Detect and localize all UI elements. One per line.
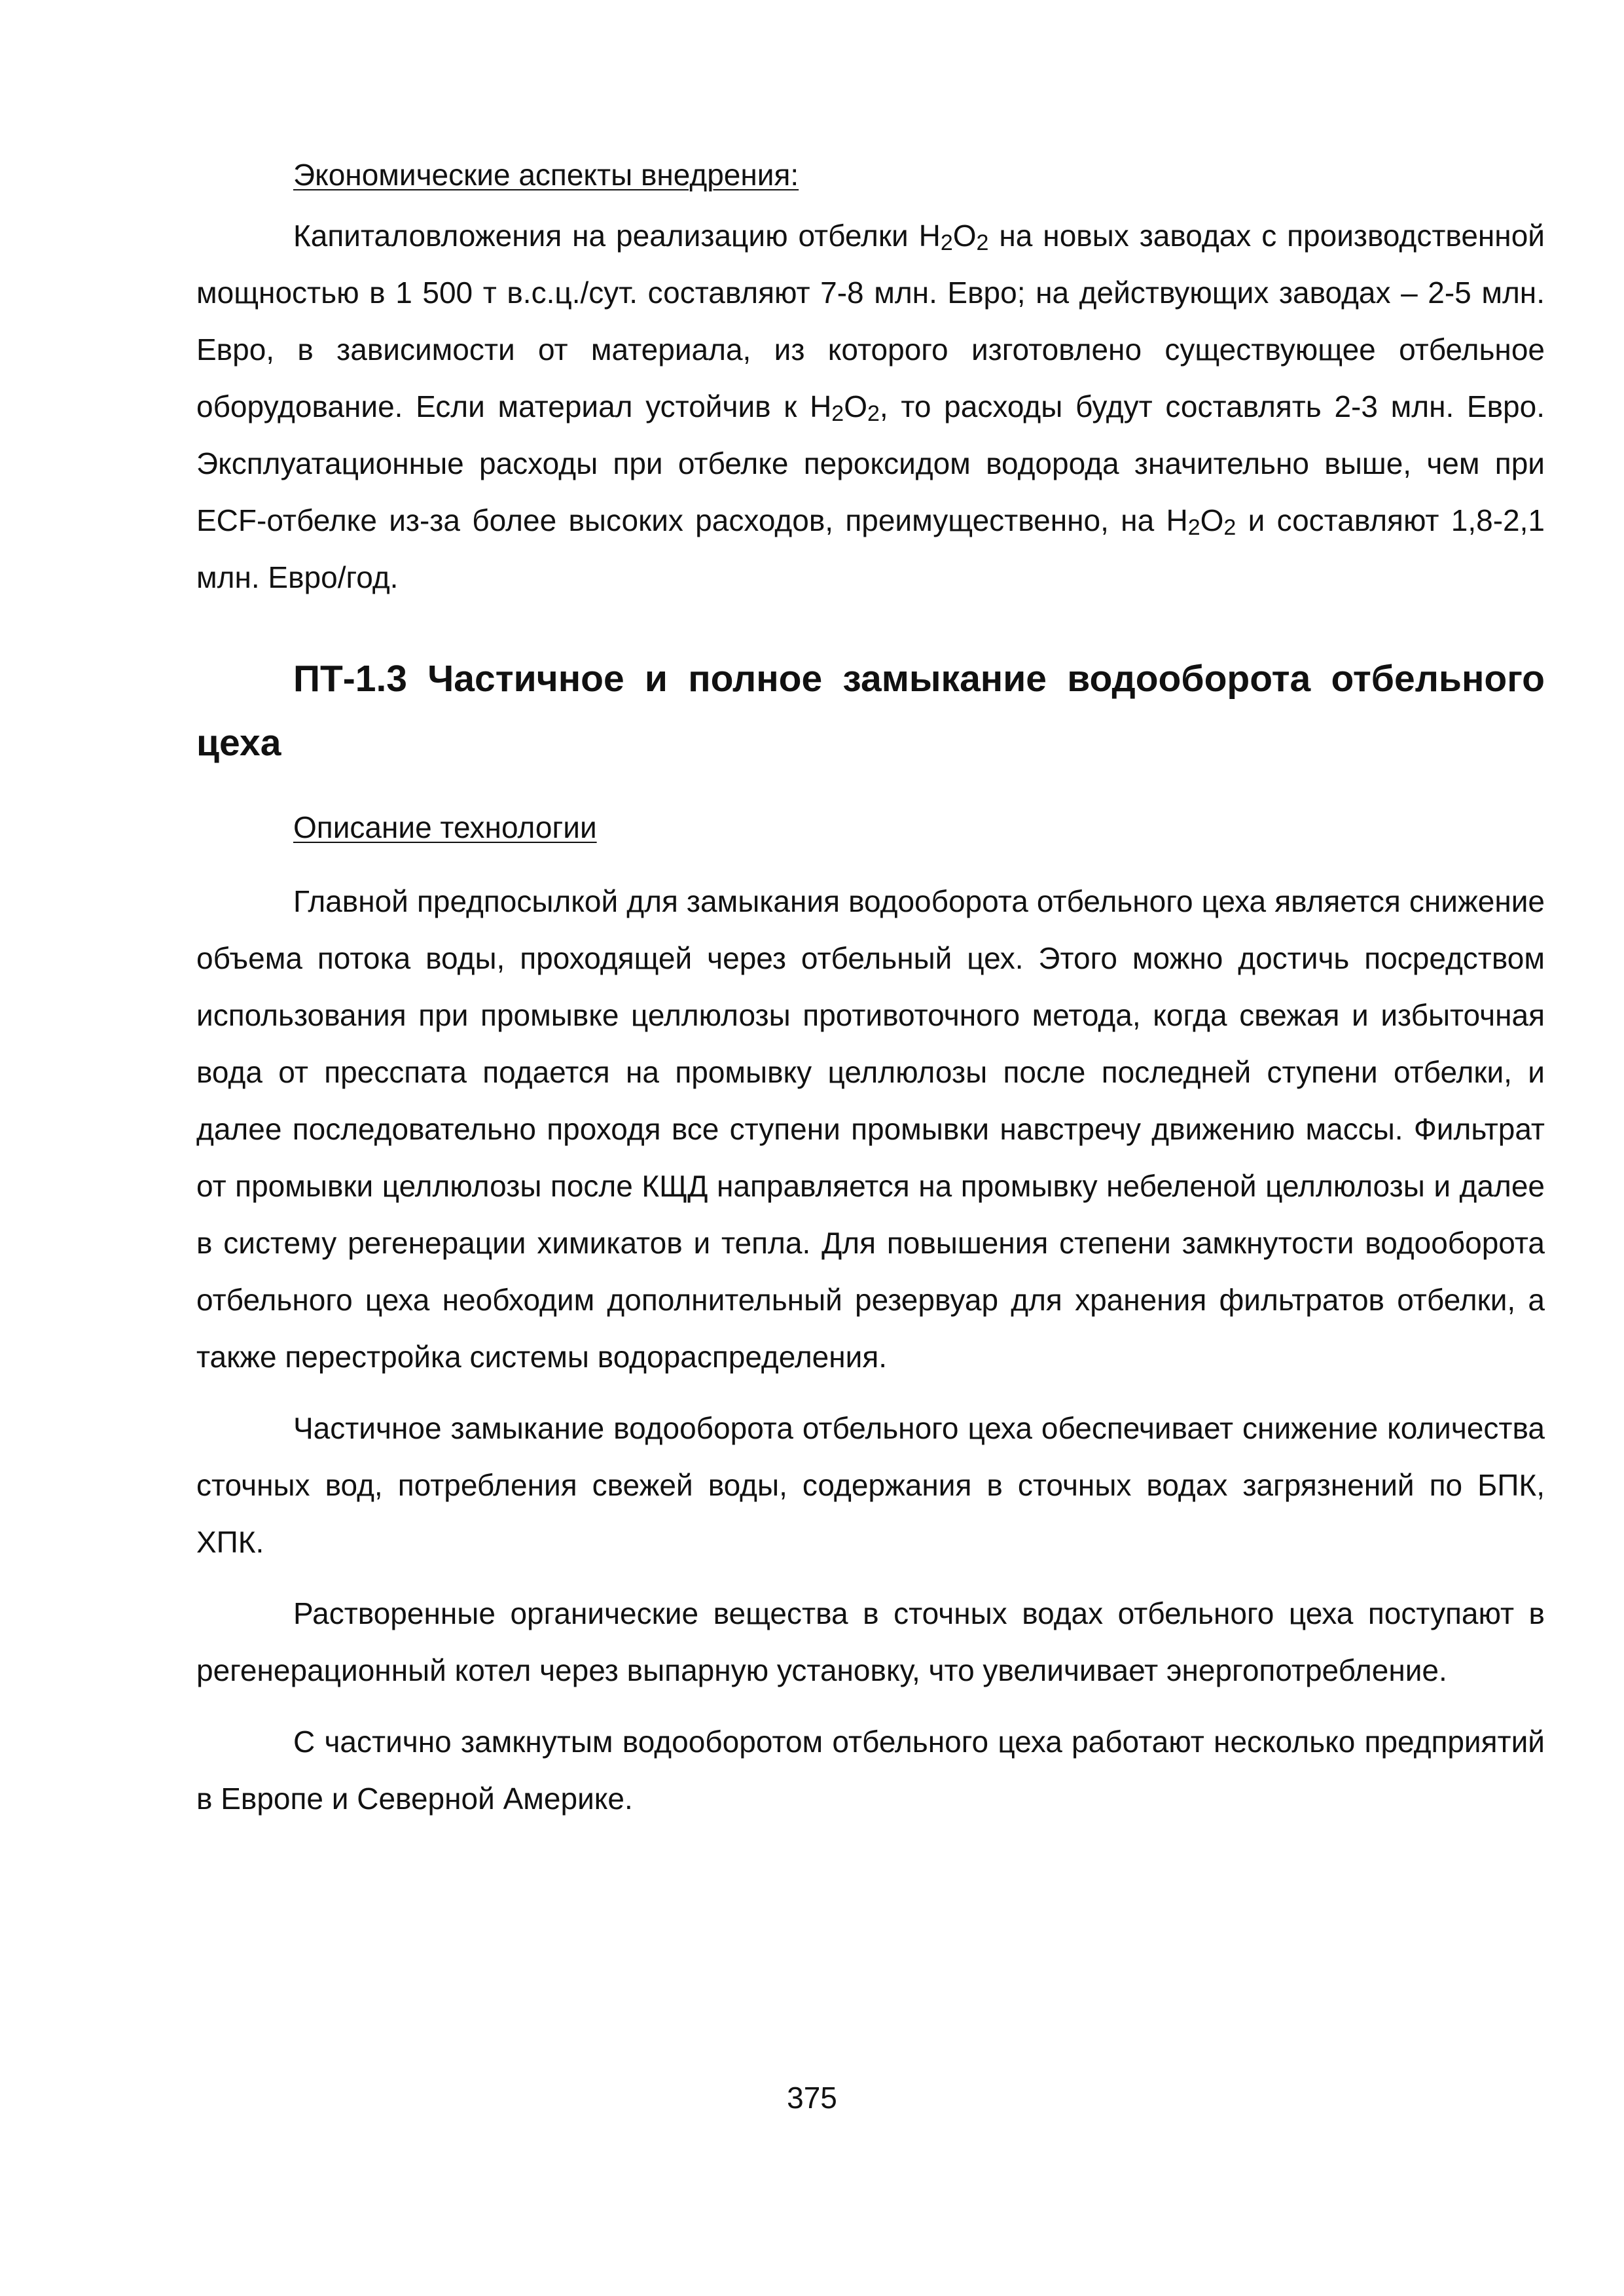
page-number: 375 bbox=[787, 2081, 837, 2115]
section-title: ПТ-1.3 Частичное и полное замыкание водооборота отбельного цеха bbox=[196, 658, 1545, 764]
econ-text-4: O bbox=[844, 389, 867, 423]
econ-subscript-3: 2 bbox=[831, 401, 844, 426]
econ-text-5: , то расходы будут составлять 2-3 млн. Евро. Эксплуатационные расходы при отбелке пероксидом водорода значительно выше, чем при ECF-отбелке из-за более высоких расходов, преимущественно, на H bbox=[196, 389, 1545, 537]
paragraph-plants-europe-america: С частично замкнутым водооборотом отбельного цеха работают несколько предприятий в Европе и Северной Америке. bbox=[196, 1725, 1545, 1816]
document-page bbox=[196, 154, 1545, 1827]
econ-subscript-6: 2 bbox=[1223, 515, 1236, 540]
econ-subscript-4: 2 bbox=[867, 401, 880, 426]
economic-aspects-heading: Экономические аспекты внедрения: bbox=[293, 158, 799, 192]
economic-aspects-paragraph bbox=[196, 207, 1545, 606]
econ-text-1: Капиталовложения на реализацию отбелки H bbox=[293, 219, 941, 253]
technology-description-heading: Описание технологии bbox=[293, 810, 597, 844]
econ-text-6: O bbox=[1200, 503, 1224, 537]
econ-subscript-2: 2 bbox=[976, 230, 989, 255]
paragraph-partial-closure-benefits: Частичное замыкание водооборота отбельного цеха обеспечивает снижение количества сточных вод, потребления свежей воды, содержания в сточных водах загрязнений по БПК, ХПК. bbox=[196, 1411, 1545, 1559]
econ-subscript-1: 2 bbox=[940, 230, 953, 255]
econ-subscript-5: 2 bbox=[1187, 515, 1200, 540]
paragraph-water-closure-prerequisite: Главной предпосылкой для замыкания водооборота отбельного цеха является снижение объема потока воды, проходящей через отбельный цех. Этого можно достичь посредством использования при промывке целлюлозы противоточного метода, когда свежая и избыточная вода от пресспата подается на промывку целлюлозы после последней ступени отбелки, и далее последовательно проходя все ступени промывки навстречу движению массы. Фильтрат от промывки целлюлозы после КЩД направляется на промывку небеленой целлюлозы и далее в систему регенерации химикатов и тепла. Для повышения степени замкнутости водооборота отбельного цеха необходим дополнительный резервуар для хранения фильтратов отбелки, а также перестройка системы водораспределения. bbox=[196, 884, 1545, 1374]
paragraph-dissolved-organics: Растворенные органические вещества в сточных водах отбельного цеха поступают в регенерационный котел через выпарную установку, что увеличивает энергопотребление. bbox=[196, 1596, 1545, 1687]
econ-text-2: O bbox=[952, 219, 977, 253]
econ-text-7: и составляют 1,8-2,1 млн. Евро/год. bbox=[196, 503, 1545, 594]
econ-text-3: на новых заводах с производственной мощностью в 1 500 т в.с.ц./сут. составляют 7-8 млн. Евро; на действующих заводах – 2-5 млн. Евро, в зависимости от материала, из которого изготовлено существующее отбельное оборудование. Если материал устойчив к H bbox=[196, 219, 1545, 423]
